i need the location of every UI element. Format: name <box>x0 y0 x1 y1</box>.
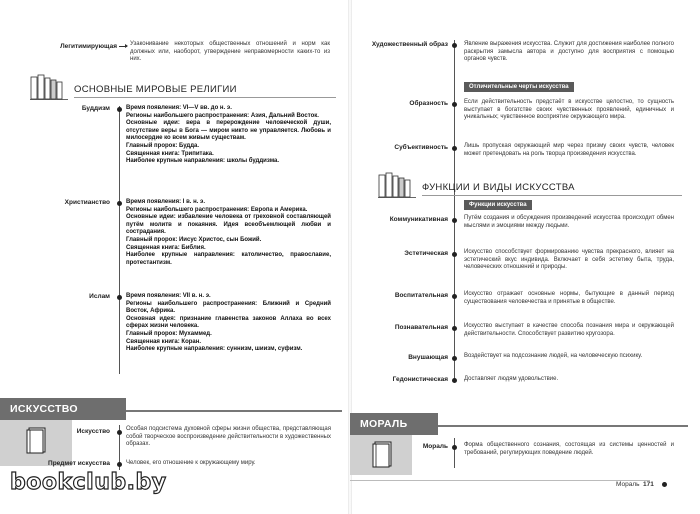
bullet-dot <box>452 252 457 257</box>
christianity-time: Время появления: I в. н. э. <box>126 199 206 205</box>
buddhism-details <box>126 105 331 166</box>
features-tag: Отличительные черты искусства <box>464 82 574 92</box>
buddhism-ideas: Основные идеи: вера в перерождение человеческой души, отсутствие веры в Бога — миром никто не управляется. Любовь и милосердие ко всем живым существам. <box>126 120 331 142</box>
term-subjectivity: Субъективность <box>394 144 448 151</box>
footer-dot <box>662 482 667 487</box>
islam-regions: Регионы наибольшего распространения: Ближний и Средний Восток, Африка. <box>126 300 331 315</box>
bullet-dot <box>452 294 457 299</box>
term-communicative: Коммуникативная <box>389 216 448 223</box>
art-subject-definition: Человек, его отношение к окружающему миру. <box>126 460 256 466</box>
buddhism-prophet: Главный пророк: Будда. <box>126 142 200 149</box>
islam-prophet: Главный пророк: Мухаммед. <box>126 330 212 337</box>
term-aesthetic: Эстетическая <box>404 250 448 257</box>
books-icon <box>378 172 416 198</box>
buddhism-book: Священная книга: Трипитака. <box>126 150 214 157</box>
bullet-dot <box>452 445 457 450</box>
christianity-regions: Регионы наибольшего распространения: Европа и Америка. <box>126 206 308 213</box>
buddhism-time: Время появления: VI—V вв. до н. э. <box>126 105 232 111</box>
art-definition: Особая подсистема духовной сферы жизни общества, представляющая собой творческое воспроизведение действительности в художественных образах. <box>126 426 331 448</box>
term-hedonistic: Гедонистическая <box>392 376 448 383</box>
christianity-details <box>126 199 331 267</box>
educational-definition: Искусство отражает основные нормы, бытующие в данный период существования человечества и принятые в обществе. <box>464 291 674 305</box>
term-islam: Ислам <box>89 293 110 300</box>
bullet-dot <box>452 102 457 107</box>
band-rule <box>438 425 688 427</box>
bullet-dot <box>452 218 457 223</box>
band-rule <box>126 410 342 412</box>
section-rule <box>422 195 682 196</box>
religions-spine <box>119 106 120 374</box>
right-page <box>350 0 700 514</box>
bullet-dot <box>452 146 457 151</box>
islam-details <box>126 293 331 354</box>
bullet-dot <box>117 295 122 300</box>
islam-branches: Наиболее крупные направления: суннизм, шиизм, суфизм. <box>126 346 303 353</box>
islam-time: Время появления: VII в. н. э. <box>126 293 211 299</box>
term-moral: Мораль <box>422 443 448 450</box>
buddhism-regions: Регионы наибольшего распространения: Азия, Дальний Восток. <box>126 112 319 119</box>
watermark: bookclub.by <box>10 470 167 495</box>
communicative-definition: Путём создания и обсуждения произведений искусства происходит обмен мыслями и эмоциями между людьми. <box>464 215 674 229</box>
arrow <box>119 46 127 47</box>
term-suggestive: Внушающая <box>408 354 448 361</box>
bullet-dot <box>452 43 457 48</box>
bullet-dot <box>452 378 457 383</box>
bullet-dot <box>117 430 122 435</box>
moral-spine <box>454 438 455 468</box>
moral-definition: Форма общественного сознания, состоящая из системы ценностей и требований, регулирующих поведение людей. <box>464 442 674 456</box>
footer-running-title: Мораль <box>616 481 640 488</box>
term-christianity: Христианство <box>64 199 110 206</box>
term-cognitive: Познавательная <box>394 324 448 331</box>
term-buddhism: Буддизм <box>81 105 110 112</box>
bullet-dot <box>452 326 457 331</box>
footer-rule <box>350 480 650 481</box>
christianity-book: Священная книга: Библия. <box>126 244 206 251</box>
term-educational: Воспитательная <box>394 292 448 299</box>
christianity-ideas: Основные идеи: избавление человека от греховной составляющей путём молитв и покаяния. Идея всеобъемлющей любви и сострадания. <box>126 214 331 236</box>
term-legitimizing: Легитимирующая <box>60 43 117 50</box>
chapter-band-moral: МОРАЛЬ <box>350 413 438 435</box>
section-title-functions: ФУНКЦИИ И ВИДЫ ИСКУССТВА <box>422 182 575 193</box>
christianity-prophet: Главный пророк: Иисус Христос, сын Божий. <box>126 236 262 243</box>
term-artistic-image: Художественный образ <box>371 41 448 48</box>
bullet-dot <box>117 201 122 206</box>
subjectivity-definition: Лишь пропуская окружающий мир через призму своих чувств, человек может претендовать на роль творца произведения искусства. <box>464 143 674 157</box>
bullet-dot <box>117 107 122 112</box>
legitimizing-definition: Узаконивание некоторых общественных отношений и норм как должных или, наоборот, утверждение неправомерности каких-то из них. <box>130 41 330 63</box>
term-imagery: Образность <box>409 100 448 107</box>
artistic-image-definition: Явление выражения искусства. Служит для достижения наиболее полного раскрытия замысла автора и доступно для восприятия с помощью органов чувств. <box>464 41 674 63</box>
page-number: 171 <box>643 481 654 488</box>
section-rule <box>74 97 336 98</box>
aesthetic-definition: Искусство способствует формированию чувства прекрасного, влияет на эстетический вкус индивида. Включает в себя эстетику быта, труда, человеческих отношений и природы. <box>464 249 674 271</box>
christianity-branches: Наиболее крупные направления: католичество, православие, протестантизм. <box>126 252 331 266</box>
hedonistic-definition: Доставляет людям удовольствие. <box>464 376 559 382</box>
bullet-dot <box>452 356 457 361</box>
bullet-dot <box>117 462 122 467</box>
term-art: Искусство <box>76 428 110 435</box>
term-art-subject: Предмет искусства <box>48 460 110 467</box>
buddhism-branches: Наиболее крупные направления: школы буддизма. <box>126 158 280 165</box>
islam-ideas: Основная идея: признание главенства законов Аллаха во всех сферах жизни человека. <box>126 315 331 330</box>
section-title-religions: ОСНОВНЫЕ МИРОВЫЕ РЕЛИГИИ <box>74 84 237 95</box>
cognitive-definition: Искусство выступает в качестве способа познания мира и окружающей действительности. Способствует развитию кругозора. <box>464 323 674 337</box>
functions-tag: Функции искусства <box>464 200 532 210</box>
imagery-definition: Если действительность предстаёт в искусстве целостно, то сущность выступает в богатстве своих чувственных проявлений, единичных и уникальных; чувственное восприятие окружающего мира. <box>464 99 674 121</box>
chapter-band-art: ИСКУССТВО <box>0 398 126 420</box>
suggestive-definition: Воздействует на подсознание людей, на человеческую психику. <box>464 353 643 359</box>
books-icon <box>30 74 68 100</box>
islam-book: Священная книга: Коран. <box>126 338 202 345</box>
